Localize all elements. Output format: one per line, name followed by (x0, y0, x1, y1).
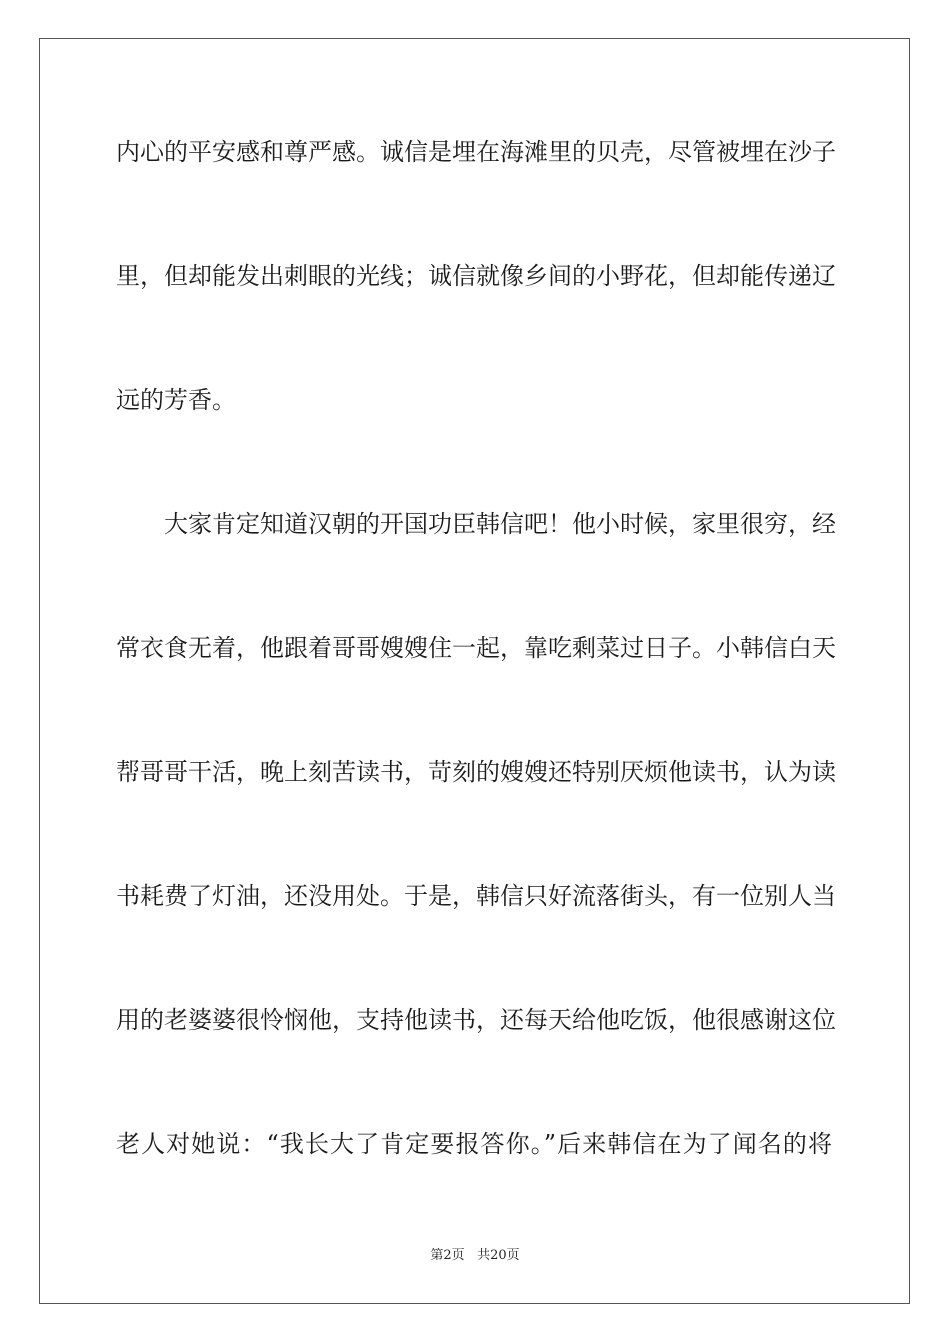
text-line-2: 里，但却能发出刺眼的光线；诚信就像乡间的小野花，但却能传递辽 (116, 262, 836, 290)
page-total: 共20页 (477, 1248, 520, 1263)
text-line-9: 老人对她说：“我长大了肯定要报答你。”后来韩信在为了闻名的将 (116, 1130, 832, 1158)
text-line-5: 常衣食无着，他跟着哥哥嫂嫂住一起，靠吃剩菜过日子。小韩信白天 (116, 634, 836, 662)
text-line-6: 帮哥哥干活，晚上刻苦读书，苛刻的嫂嫂还特别厌烦他读书，认为读 (116, 758, 836, 786)
page-border (39, 38, 910, 1304)
text-line-7: 书耗费了灯油，还没用处。于是，韩信只好流落街头，有一位别人当 (116, 882, 836, 910)
text-line-1: 内心的平安感和尊严感。诚信是埋在海滩里的贝壳，尽管被埋在沙子 (116, 138, 836, 166)
page-footer (0, 1246, 950, 1266)
text-line-8: 用的老婆婆很怜悯他，支持他读书，还每天给他吃饭，他很感谢这位 (116, 1006, 836, 1034)
text-line-3: 远的芳香。 (116, 386, 236, 414)
page-number: 第2页 (430, 1248, 465, 1263)
text-line-4: 大家肯定知道汉朝的开国功臣韩信吧！他小时候，家里很穷，经 (164, 510, 836, 538)
